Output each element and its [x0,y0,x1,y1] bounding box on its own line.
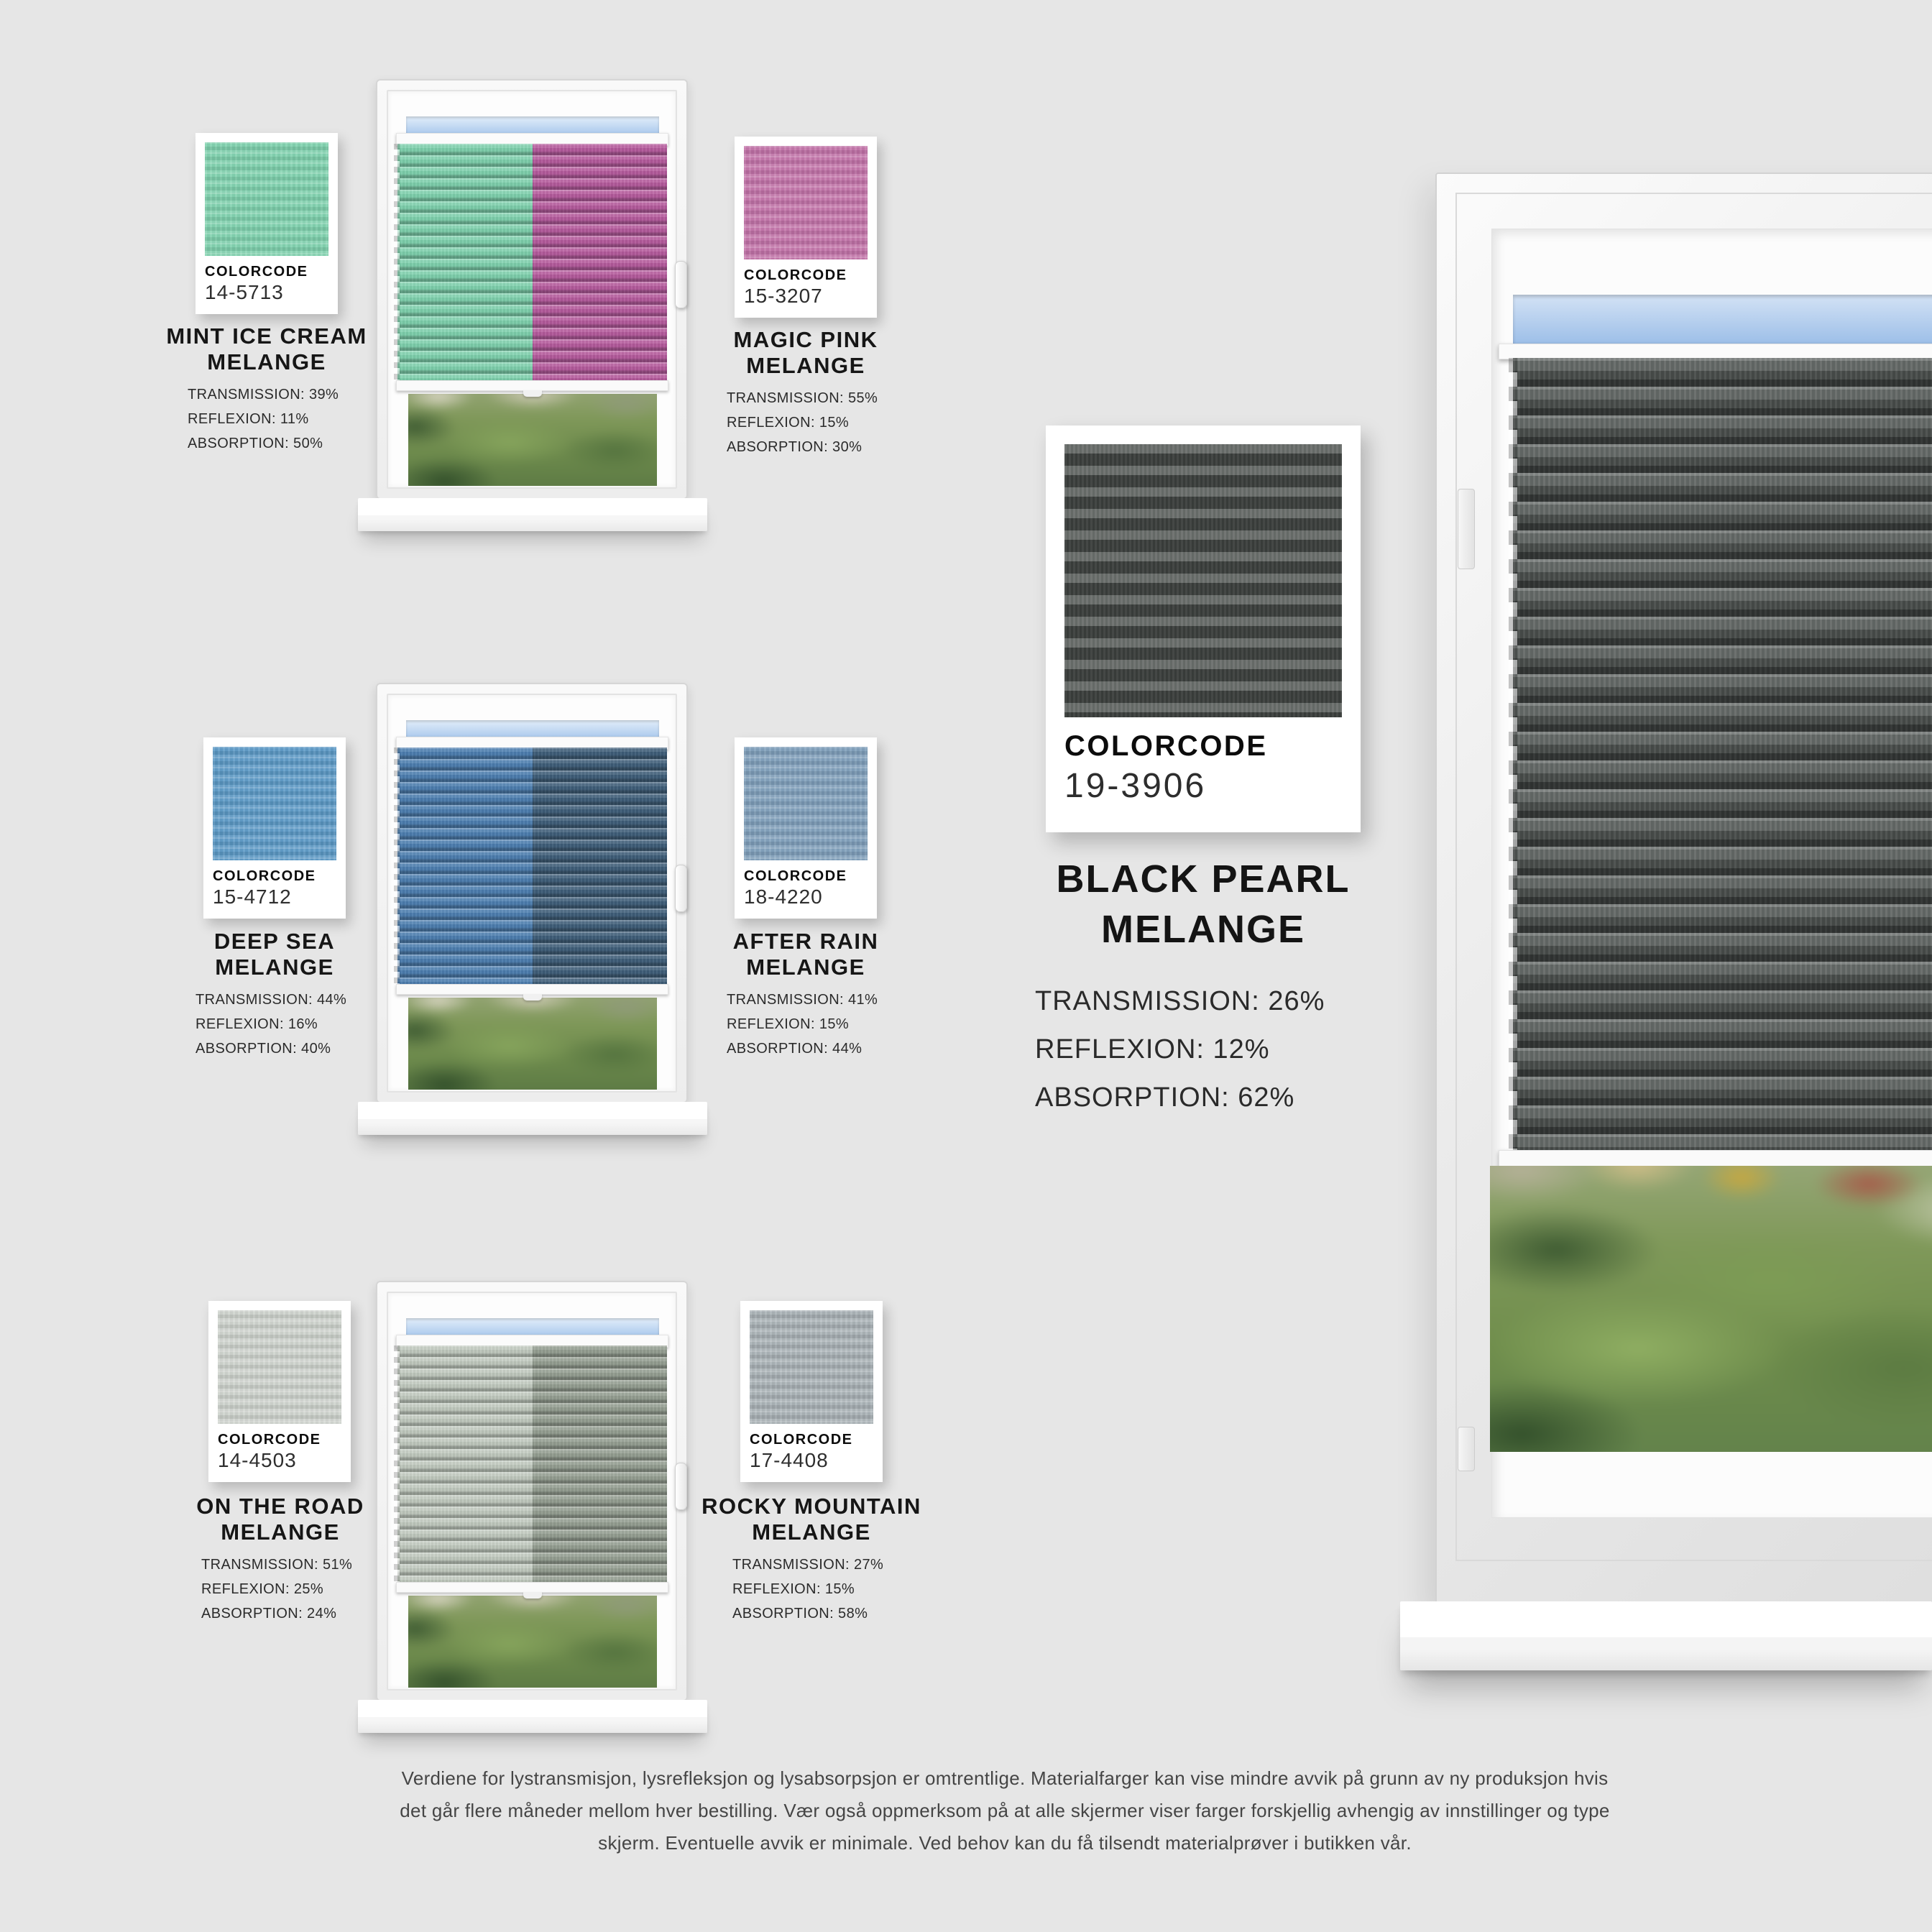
fabric-texture [213,747,336,860]
stat-absorption: ABSORPTION: 30% [727,439,862,455]
featured-product-name [1006,854,1400,954]
window-handle [675,865,687,912]
window-handle [675,261,687,308]
product-name-line1: MAGIC PINK [733,327,878,352]
window-hinge [1458,489,1475,569]
window-sky-glass [406,1318,659,1336]
product-name-line2: MELANGE [752,1519,871,1545]
fabric-swatch [213,747,336,860]
colorcode-label: COLORCODE [750,1432,853,1448]
colorcode-value: 18-4220 [744,886,823,908]
fabric-texture [1064,444,1342,717]
product-name-line2: MELANGE [746,954,865,980]
pleat-texture [397,144,667,380]
product-name-line1: ON THE ROAD [196,1494,364,1519]
pleated-blind [397,748,667,984]
stat-reflexion: REFLEXION: 12% [1035,1034,1270,1064]
product-name-line2: MELANGE [1101,908,1305,951]
blind-bottom-rail [396,984,668,995]
fabric-swatch [744,747,868,860]
stat-reflexion: REFLEXION: 15% [732,1581,855,1597]
product-stats [126,1552,435,1626]
fabric-swatch [744,146,868,259]
swatch-card-black-pearl [1046,426,1361,832]
disclaimer-line1: Verdiene for lystransmisjon, lysrefleksjon og lysabsorpsjon er omtrentlige. Materialfarger kan vise mindre avvik på grunn av ny produksjon hvis [401,1767,1609,1789]
stat-transmission: TRANSMISSION: 39% [188,387,339,402]
product-name [126,1494,435,1545]
big-window-landscape-view [1490,1166,1932,1452]
stat-absorption: ABSORPTION: 44% [727,1041,862,1057]
product-info-on-the-road [126,1494,435,1626]
stat-transmission: TRANSMISSION: 55% [727,390,878,406]
fabric-swatch [1064,444,1342,717]
stat-reflexion: REFLEXION: 16% [196,1016,318,1032]
product-name-line1: BLACK PEARL [1056,857,1351,901]
product-name-line2: MELANGE [746,353,865,378]
fabric-texture [750,1310,873,1424]
window-illustration-mint-pink [376,79,688,500]
stat-absorption: ABSORPTION: 62% [1035,1082,1295,1113]
windowsill [358,498,707,531]
stat-absorption: ABSORPTION: 40% [196,1041,331,1057]
landscape-art [408,998,657,1090]
stat-transmission: TRANSMISSION: 41% [727,992,878,1008]
product-info-mint-ice-cream [112,323,421,456]
stat-absorption: ABSORPTION: 50% [188,436,323,451]
stat-transmission: TRANSMISSION: 44% [196,992,347,1008]
window-landscape-view [408,1596,657,1688]
stat-transmission: TRANSMISSION: 51% [201,1557,353,1573]
product-stats [120,988,429,1061]
stat-absorption: ABSORPTION: 24% [201,1606,337,1622]
stat-absorption: ABSORPTION: 58% [732,1606,868,1622]
fabric-texture [218,1310,341,1424]
fabric-swatch [205,142,328,256]
product-stats [651,988,960,1061]
swatch-card-mint-ice-cream [196,133,338,314]
product-name-line1: ROCKY MOUNTAIN [702,1494,921,1519]
pleat-texture [397,748,667,984]
fabric-swatch [218,1310,341,1424]
stat-reflexion: REFLEXION: 15% [727,415,850,431]
colorcode-label: COLORCODE [744,868,847,884]
swatch-card-magic-pink [735,137,877,318]
colorcode-label: COLORCODE [1064,730,1268,762]
product-info-deep-sea [120,929,429,1061]
product-name-line2: MELANGE [215,954,334,980]
product-info-after-rain [651,929,960,1061]
product-name-line1: MINT ICE CREAM [166,323,367,349]
pleated-blind [397,144,667,380]
fabric-texture [205,142,328,256]
pleated-blind [397,1346,667,1582]
fabric-texture [744,146,868,259]
big-blind-bottom-rail [1499,1150,1932,1167]
stat-transmission: TRANSMISSION: 26% [1035,986,1325,1016]
windowsill [358,1102,707,1135]
product-name-line1: AFTER RAIN [732,929,879,954]
product-name [657,1494,966,1545]
pleat-texture [1513,358,1932,1150]
disclaimer-line3: skjerm. Eventuelle avvik er minimale. Ved behov kan du få tilsendt materialprøver i butikken vår. [598,1832,1412,1854]
pleat-texture [397,1346,667,1582]
product-name-line1: DEEP SEA [213,929,336,954]
window-hinge [1458,1427,1475,1471]
landscape-art [408,394,657,486]
blind-bottom-rail [396,1582,668,1593]
product-info-magic-pink [651,327,960,459]
featured-product-stats [1035,978,1325,1122]
swatch-card-after-rain [735,737,877,919]
landscape-art [408,1596,657,1688]
product-name [651,327,960,379]
window-illustration-gray [376,1281,688,1701]
swatch-card-rocky-mountain [740,1301,883,1482]
stat-reflexion: REFLEXION: 15% [727,1016,850,1032]
product-info-rocky-mountain [657,1494,966,1626]
big-blind-header-rail [1499,344,1932,359]
big-pleated-blind [1513,358,1932,1150]
product-name [112,323,421,375]
colorcode-value: 15-3207 [744,285,823,307]
windowsill [358,1700,707,1733]
stat-transmission: TRANSMISSION: 27% [732,1557,884,1573]
stat-reflexion: REFLEXION: 11% [188,411,309,427]
colorcode-label: COLORCODE [213,868,316,884]
product-stats [651,386,960,459]
window-sky-glass [406,116,659,134]
colorcode-label: COLORCODE [205,264,308,280]
colorcode-value: 14-4503 [218,1449,297,1471]
colorcode-value: 15-4712 [213,886,292,908]
swatch-card-deep-sea [203,737,346,919]
product-name-line2: MELANGE [207,349,326,374]
disclaimer-text [39,1762,1932,1859]
disclaimer-line2: det går flere måneder mellom hver bestilling. Vær også oppmerksom på at alle skjermer viser farger forskjellig avhengig av innstillinger og type [400,1800,1610,1821]
swatch-card-on-the-road [208,1301,351,1482]
product-name-line2: MELANGE [221,1519,340,1545]
colorcode-value: 14-5713 [205,281,284,303]
big-window-sky-glass [1513,295,1932,344]
pleat-edge [1509,358,1517,1150]
colorcode-value: 19-3906 [1064,767,1207,805]
product-stats [112,382,421,456]
window-landscape-view [408,394,657,486]
big-windowsill [1400,1601,1932,1670]
stat-reflexion: REFLEXION: 25% [201,1581,324,1597]
landscape-art [1490,1166,1932,1452]
product-name [651,929,960,980]
blind-bottom-rail [396,380,668,391]
colorcode-label: COLORCODE [744,267,847,283]
colorcode-value: 17-4408 [750,1449,829,1471]
window-sky-glass [406,720,659,738]
product-stats [657,1552,966,1626]
window-landscape-view [408,998,657,1090]
colorcode-label: COLORCODE [218,1432,321,1448]
fabric-swatch [750,1310,873,1424]
fabric-texture [744,747,868,860]
product-name [120,929,429,980]
